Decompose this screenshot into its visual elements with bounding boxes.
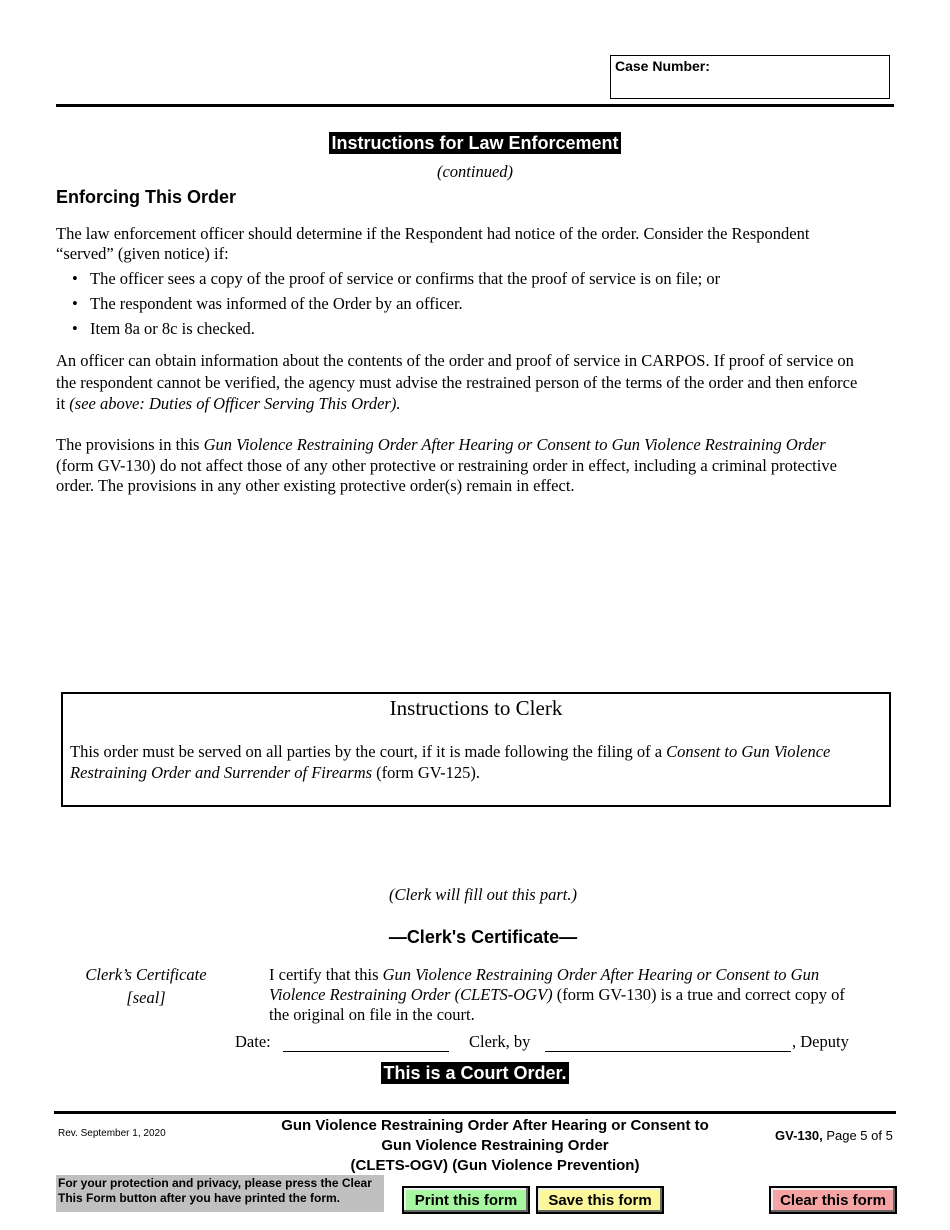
clerk-instructions-line-2 xyxy=(70,762,480,783)
case-number-label: Case Number: xyxy=(615,58,710,74)
clear-button[interactable]: Clear this form xyxy=(769,1186,897,1214)
certify-line-3: the original on file in the court. xyxy=(269,1005,475,1024)
footer-title-line-1: Gun Violence Restraining Order After Hearing or Consent to xyxy=(281,1117,709,1134)
certify-line-1-plain: I certify that this xyxy=(269,965,383,984)
seal-label: [seal] xyxy=(126,988,166,1007)
clerk-instructions-line-2-plain: (form GV-125). xyxy=(372,763,481,782)
print-button[interactable]: Print this form xyxy=(402,1186,530,1214)
clerk-certificate-label: Clerk’s Certificate xyxy=(85,965,207,984)
deputy-label: , Deputy xyxy=(792,1032,849,1051)
date-line[interactable] xyxy=(283,1051,449,1052)
case-number-box[interactable] xyxy=(610,55,890,99)
privacy-line-2: This Form button after you have printed the form. xyxy=(58,1191,341,1205)
certify-line-2-italic: Violence Restraining Order (CLETS-OGV) xyxy=(269,985,553,1004)
privacy-line-1: For your protection and privacy, please press the Clear xyxy=(58,1176,372,1190)
clerk-instructions-title: Instructions to Clerk xyxy=(389,696,563,720)
list-item: • Item 8a or 8c is checked. xyxy=(72,318,720,339)
provisions-italic: Gun Violence Restraining Order After Hearing or Consent to Gun Violence Restraining Order xyxy=(203,435,826,454)
certify-line-1 xyxy=(269,964,819,985)
law-enforcement-banner: Instructions for Law Enforcement xyxy=(331,133,619,153)
clerk-fill-note: (Clerk will fill out this part.) xyxy=(389,885,577,904)
carpos-line-2: the respondent cannot be verified, the agency must advise the restrained person of the terms of the order and then enforce xyxy=(56,373,858,392)
date-label: Date: xyxy=(235,1032,271,1051)
provisions-line-3: order. The provisions in any other existing protective order(s) remain in effect. xyxy=(56,476,575,495)
header-rule xyxy=(56,104,894,107)
provisions-lead: The provisions in this xyxy=(56,435,204,454)
clerk-instructions-box xyxy=(61,692,891,807)
footer-title-line-3: (CLETS-OGV) (Gun Violence Prevention) xyxy=(350,1157,640,1174)
continued-note: (continued) xyxy=(436,162,514,181)
clerk-instructions-line-1 xyxy=(70,741,830,762)
clerk-by-label: Clerk, by xyxy=(469,1032,531,1051)
revision-date: Rev. September 1, 2020 xyxy=(58,1128,166,1139)
footer-title-line-2: Gun Violence Restraining Order xyxy=(381,1137,609,1154)
provisions-line-2: (form GV-130) do not affect those of any other protective or restraining order in effect, including a criminal protective xyxy=(56,456,837,475)
served-conditions-list xyxy=(72,268,720,343)
clerk-instructions-line-1-italic: Consent to Gun Violence xyxy=(666,742,831,761)
list-item: • The officer sees a copy of the proof of service or confirms that the proof of service is on file; or xyxy=(72,268,720,289)
clerk-signature-line[interactable] xyxy=(545,1051,791,1052)
clerk-instructions-line-1-plain: This order must be served on all parties by the court, if it is made following the filing of a xyxy=(70,742,667,761)
carpos-line-1: An officer can obtain information about the contents of the order and proof of service in CARPOS. If proof of service on xyxy=(56,351,854,370)
court-order-banner-wrap xyxy=(0,1061,950,1085)
page-count: Page 5 of 5 xyxy=(822,1128,893,1143)
clerk-certificate-heading: —Clerk's Certificate— xyxy=(388,927,578,947)
enforcing-heading: Enforcing This Order xyxy=(56,187,237,207)
certify-line-2 xyxy=(269,984,845,1005)
carpos-line-3 xyxy=(56,393,400,414)
footer-title xyxy=(240,1116,750,1176)
save-button[interactable]: Save this form xyxy=(536,1186,664,1214)
privacy-notice xyxy=(56,1175,384,1212)
provisions-line-1 xyxy=(56,434,826,455)
carpos-line-3-italic: (see above: Duties of Officer Serving This Order). xyxy=(69,394,401,413)
form-id: GV-130, xyxy=(775,1128,823,1143)
clerk-instructions-line-2-italic: Restraining Order and Surrender of Firearms xyxy=(70,763,373,782)
law-enforcement-banner-wrap xyxy=(0,131,950,155)
list-item: • The respondent was informed of the Order by an officer. xyxy=(72,293,720,314)
footer-rule xyxy=(54,1111,896,1114)
page-number xyxy=(775,1128,893,1143)
intro-line-2: “served” (given notice) if: xyxy=(56,244,229,263)
intro-line-1: The law enforcement officer should determine if the Respondent had notice of the order. Consider the Respondent xyxy=(56,224,810,243)
carpos-line-3-plain: it xyxy=(56,394,70,413)
court-order-banner: This is a Court Order. xyxy=(383,1063,567,1083)
certify-line-2-plain: (form GV-130) is a true and correct copy of xyxy=(552,985,845,1004)
certify-line-1-italic: Gun Violence Restraining Order After Hearing or Consent to Gun xyxy=(382,965,820,984)
